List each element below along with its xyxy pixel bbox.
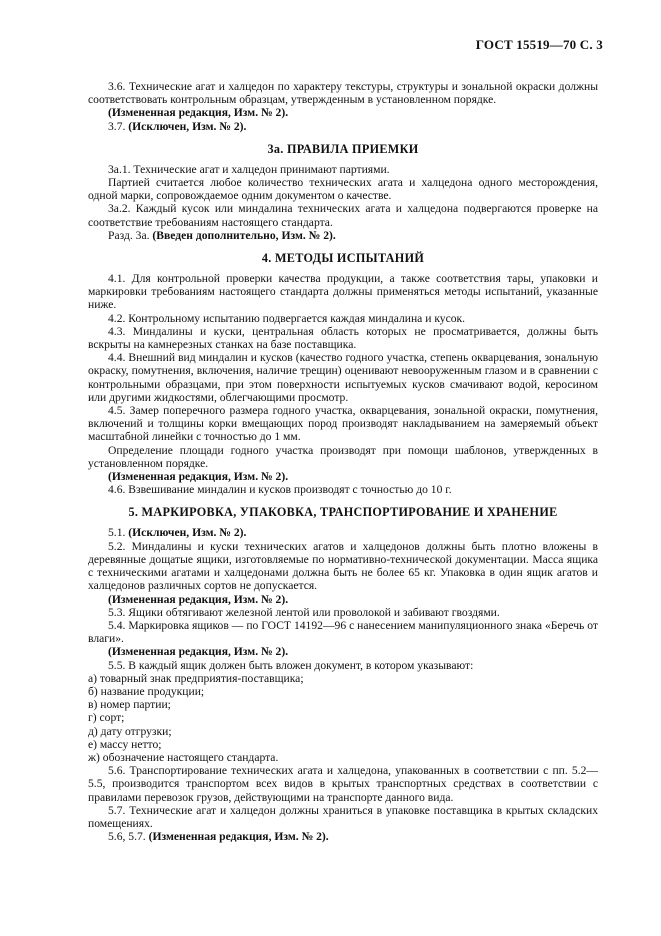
list-item: б) название продукции; xyxy=(88,684,205,698)
clause-number: 5.6, 5.7. xyxy=(108,830,146,844)
amendment-note: (Измененная редакция, Изм. № 2). xyxy=(108,470,289,484)
clause-3-7 xyxy=(88,120,598,133)
section-title-5: 5. МАРКИРОВКА, УПАКОВКА, ТРАНСПОРТИРОВАНИЕ И ХРАНЕНИЕ xyxy=(128,505,558,520)
list-item: ж) обозначение настоящего стандарта. xyxy=(88,750,279,764)
clause-4-1: 4.1. Для контрольной проверки качества продукции, а также соответствия тары, упаковки и маркировки требованиям настоящего стандарта должны применяться методы испытаний, указанные ниже. xyxy=(88,272,598,312)
section-3a-note xyxy=(88,229,598,242)
clause-5-2: 5.2. Миндалины и куски технических агатов и халцедонов должны быть плотно вложены в деревянные дощатые ящики, изготовляемые по нормативно-технической документации. Масса ящика с техническими агатами и халцедонами должна быть не более 65 кг. Упаковка в один ящик агатов и халцедонов различных сортов не допускается. xyxy=(88,539,598,593)
clause-4-6: 4.6. Взвешивание миндалин и кусков производят с точностью до 10 г. xyxy=(108,483,452,497)
amendment-note: (Исключен, Изм. № 2). xyxy=(128,526,247,540)
page-header: ГОСТ 15519—70 С. 3 xyxy=(475,37,603,52)
list-item: е) массу нетто; xyxy=(88,737,162,751)
clause-5-1 xyxy=(88,526,598,539)
list-item: в) номер партии; xyxy=(88,698,171,712)
clause-number: 3.7. xyxy=(108,119,126,133)
clause-5-3: 5.3. Ящики обтягивают железной лентой или проволокой и забивают гвоздями. xyxy=(108,605,500,619)
amendment-note: (Измененная редакция, Изм. № 2). xyxy=(148,830,329,844)
clause-4-4: 4.4. Внешний вид миндалин и кусков (качество годного участка, степень окварцевания, зональную окраску, помутнения, включения, наличие трещин) оценивают невооруженным глазом и в сравнении с контрольными образцами, при этом поверхности испытуемых кусков смачивают водой, керосином или другими жидкостями, облегчающими просмотр. xyxy=(88,351,598,404)
amendment-note: (Измененная редакция, Изм. № 2). xyxy=(108,592,289,606)
clause-4-2: 4.2. Контрольному испытанию подвергается каждая миндалина и кусок. xyxy=(108,311,466,325)
clause-5-7: 5.7. Технические агат и халцедон должны храниться в упаковке поставщика в крытых складских помещениях. xyxy=(88,803,598,830)
amendment-note: (Введен дополнительно, Изм. № 2). xyxy=(152,228,336,242)
clause-4-3: 4.3. Миндалины и куски, центральная область которых не просматривается, должны быть вскрыты на камнерезных станках на базе поставщика. xyxy=(88,324,598,352)
list-item: г) сорт; xyxy=(88,711,125,725)
clause-5-6: 5.6. Транспортирование технических агата и халцедона, упакованных в соответствии с пп. 5.2—5.5, производится транспортом всех видов в крытых транспортных средствах в соответствии с правилами перевозок грузов, действующими на транспорте данного вида. xyxy=(88,764,598,804)
clause-3-6: 3.6. Технические агат и халцедон по характеру текстуры, структуры и зональной окраски должны соответствовать контрольным образцам, утвержденным в установленном порядке. xyxy=(88,80,598,107)
document-contents-list xyxy=(88,672,598,764)
clause-5-5: 5.5. В каждый ящик должен быть вложен документ, в котором указывают: xyxy=(108,658,474,672)
amendment-note: (Исключен, Изм. № 2). xyxy=(128,119,247,133)
clause-5-4: 5.4. Маркировка ящиков — по ГОСТ 14192—96 с нанесением манипуляционного знака «Беречь от влаги». xyxy=(88,618,598,646)
clause-3a-1: 3а.1. Технические агат и халцедон принимают партиями. xyxy=(108,162,390,176)
section-title-3a: 3а. ПРАВИЛА ПРИЕМКИ xyxy=(267,141,419,156)
clause-3a-1-paragraph: Партией считается любое количество технических агата и халцедона одного месторождения, одной марки, сопровождаемое одним документом о качестве. xyxy=(88,176,598,203)
clause-number: 5.1. xyxy=(108,526,126,540)
clause-4-5-paragraph: Определение площади годного участка производят при помощи шаблонов, утвержденных в установленном порядке. xyxy=(88,443,598,470)
amendment-note: (Измененная редакция, Изм. № 2). xyxy=(108,645,289,659)
clauses-5-6-5-7-note xyxy=(88,830,598,843)
section-label: Разд. 3а. xyxy=(108,228,150,242)
list-item: д) дату отгрузки; xyxy=(88,724,172,738)
clause-3a-2: 3а.2. Каждый кусок или миндалина технических агата и халцедона подвергаются проверке на соответствие требованиям настоящего стандарта. xyxy=(88,202,598,229)
section-title-4: 4. МЕТОДЫ ИСПЫТАНИЙ xyxy=(261,251,425,266)
clause-4-5: 4.5. Замер поперечного размера годного участка, окварцевания, зональной окраски, помутнения, включений и толщины корки вмещающих пород производят накладыванием на замеряемый объект масштабной линейки с точностью до 1 мм. xyxy=(88,404,598,444)
amendment-note: (Измененная редакция, Изм. № 2). xyxy=(108,106,289,120)
document-body xyxy=(88,80,598,843)
list-item: а) товарный знак предприятия-поставщика; xyxy=(88,671,304,685)
